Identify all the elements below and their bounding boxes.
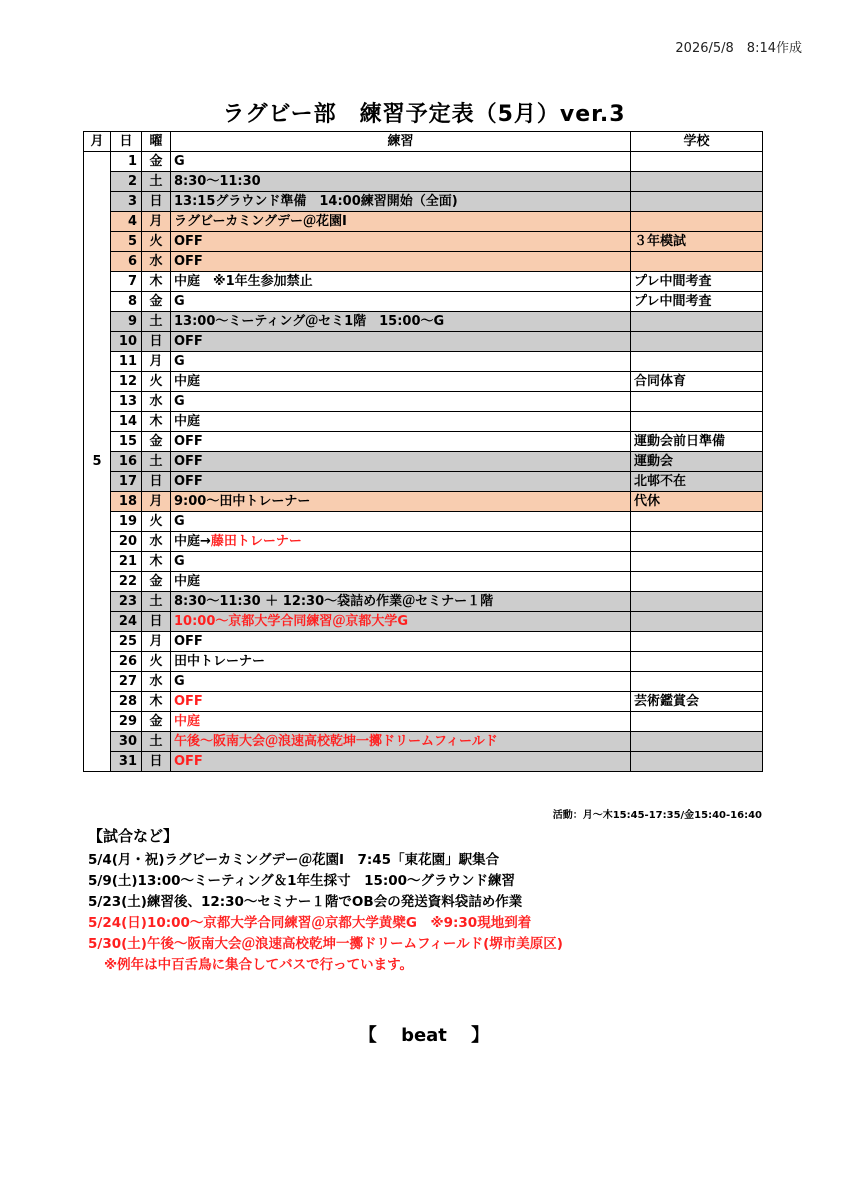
header-school: 学校: [631, 132, 763, 152]
weekday-cell: 金: [142, 572, 171, 592]
weekday-cell: 水: [142, 392, 171, 412]
school-cell: [631, 192, 763, 212]
header-day: 日: [111, 132, 142, 152]
practice-text: 田中トレーナー: [174, 654, 266, 669]
weekday-cell: 水: [142, 532, 171, 552]
table-row: [84, 492, 763, 512]
practice-cell: [171, 452, 631, 472]
school-cell: 代休: [631, 492, 763, 512]
day-cell: 16: [111, 452, 142, 472]
practice-cell: [171, 152, 631, 172]
header-weekday: 曜: [142, 132, 171, 152]
practice-text: OFF: [174, 434, 203, 449]
practice-text: OFF: [174, 234, 203, 249]
day-cell: 19: [111, 512, 142, 532]
table-row: [84, 172, 763, 192]
day-cell: 3: [111, 192, 142, 212]
practice-text-highlight: 藤田トレーナー: [210, 534, 302, 549]
table-row: [84, 152, 763, 172]
school-cell: 運動会: [631, 452, 763, 472]
practice-text: G: [174, 554, 185, 569]
weekday-cell: 木: [142, 692, 171, 712]
match-line: 5/24(日)10:00～京都大学合同練習＠京都大学黄檗G ※9:30現地到着: [88, 915, 532, 931]
practice-cell: [171, 312, 631, 332]
table-row: [84, 612, 763, 632]
day-cell: 15: [111, 432, 142, 452]
practice-text-highlight: 10:00～京都大学合同練習＠京都大学G: [174, 614, 409, 629]
table-row: [84, 732, 763, 752]
weekday-cell: 金: [142, 712, 171, 732]
day-cell: 28: [111, 692, 142, 712]
day-cell: 8: [111, 292, 142, 312]
school-cell: [631, 652, 763, 672]
day-cell: 22: [111, 572, 142, 592]
practice-text-highlight: OFF: [174, 754, 203, 769]
table-row: [84, 292, 763, 312]
day-cell: 30: [111, 732, 142, 752]
school-cell: [631, 712, 763, 732]
school-cell: [631, 612, 763, 632]
practice-text: 8:30～11:30: [174, 174, 261, 189]
weekday-cell: 水: [142, 672, 171, 692]
schedule-body: [84, 152, 763, 772]
practice-text: G: [174, 354, 185, 369]
table-row: [84, 472, 763, 492]
day-cell: 24: [111, 612, 142, 632]
practice-cell: [171, 552, 631, 572]
day-cell: 12: [111, 372, 142, 392]
matches-list: [88, 850, 563, 976]
table-row: [84, 512, 763, 532]
table-row: [84, 252, 763, 272]
school-cell: プレ中間考査: [631, 292, 763, 312]
practice-cell: [171, 592, 631, 612]
practice-cell: [171, 612, 631, 632]
table-row: [84, 712, 763, 732]
school-cell: 合同体育: [631, 372, 763, 392]
table-row: [84, 272, 763, 292]
day-cell: 7: [111, 272, 142, 292]
school-cell: [631, 212, 763, 232]
table-row: [84, 332, 763, 352]
practice-text: 8:30～11:30 ＋ 12:30～袋詰め作業＠セミナー１階: [174, 594, 494, 609]
day-cell: 5: [111, 232, 142, 252]
day-cell: 14: [111, 412, 142, 432]
practice-text: 中庭 ※1年生参加禁止: [174, 274, 313, 289]
weekday-cell: 木: [142, 412, 171, 432]
weekday-cell: 土: [142, 452, 171, 472]
weekday-cell: 土: [142, 592, 171, 612]
school-cell: [631, 592, 763, 612]
day-cell: 21: [111, 552, 142, 572]
practice-text: 13:15グラウンド準備 14:00練習開始（全面): [174, 194, 458, 209]
practice-text: G: [174, 674, 185, 689]
weekday-cell: 火: [142, 652, 171, 672]
practice-text: OFF: [174, 334, 203, 349]
table-row: [84, 412, 763, 432]
day-cell: 26: [111, 652, 142, 672]
weekday-cell: 日: [142, 332, 171, 352]
practice-cell: [171, 192, 631, 212]
practice-cell: [171, 372, 631, 392]
day-cell: 29: [111, 712, 142, 732]
practice-text: 中庭→: [174, 534, 211, 549]
weekday-cell: 金: [142, 292, 171, 312]
table-row: [84, 572, 763, 592]
practice-cell: [171, 692, 631, 712]
school-cell: 北邨不在: [631, 472, 763, 492]
practice-cell: [171, 512, 631, 532]
day-cell: 25: [111, 632, 142, 652]
school-cell: [631, 152, 763, 172]
practice-cell: [171, 292, 631, 312]
day-cell: 11: [111, 352, 142, 372]
match-line: 5/23(土)練習後、12:30～セミナー１階でOB会の発送資料袋詰め作業: [88, 894, 523, 910]
day-cell: 6: [111, 252, 142, 272]
weekday-cell: 木: [142, 272, 171, 292]
table-row: [84, 652, 763, 672]
table-row: [84, 372, 763, 392]
school-cell: [631, 252, 763, 272]
practice-cell: [171, 272, 631, 292]
practice-cell: [171, 392, 631, 412]
activity-hours: 活動：月～木15:45-17:35/金15:40-16:40: [552, 810, 762, 821]
weekday-cell: 月: [142, 352, 171, 372]
weekday-cell: 火: [142, 232, 171, 252]
practice-text: G: [174, 294, 185, 309]
matches-heading: 【試合など】: [88, 827, 179, 845]
practice-text-highlight: 中庭: [174, 714, 201, 729]
day-cell: 9: [111, 312, 142, 332]
practice-text: OFF: [174, 454, 203, 469]
page-title: ラグビー部 練習予定表（5月）ver.3: [222, 102, 626, 127]
weekday-cell: 土: [142, 172, 171, 192]
school-cell: ３年模試: [631, 232, 763, 252]
table-row: [84, 552, 763, 572]
header-month: 月: [84, 132, 111, 152]
school-cell: [631, 532, 763, 552]
table-row: [84, 752, 763, 772]
practice-cell: [171, 752, 631, 772]
day-cell: 2: [111, 172, 142, 192]
practice-cell: [171, 572, 631, 592]
month-cell: 5: [84, 152, 111, 772]
practice-cell: [171, 492, 631, 512]
day-cell: 13: [111, 392, 142, 412]
practice-cell: [171, 252, 631, 272]
weekday-cell: 土: [142, 732, 171, 752]
school-cell: [631, 332, 763, 352]
practice-text: 中庭: [174, 414, 201, 429]
practice-text: OFF: [174, 254, 203, 269]
day-cell: 20: [111, 532, 142, 552]
practice-cell: [171, 712, 631, 732]
practice-cell: [171, 212, 631, 232]
practice-cell: [171, 532, 631, 552]
table-row: [84, 692, 763, 712]
table-row: [84, 432, 763, 452]
practice-text: 9:00～田中トレーナー: [174, 494, 311, 509]
school-cell: プレ中間考査: [631, 272, 763, 292]
day-cell: 23: [111, 592, 142, 612]
school-cell: [631, 312, 763, 332]
practice-cell: [171, 332, 631, 352]
table-row: [84, 212, 763, 232]
weekday-cell: 月: [142, 492, 171, 512]
weekday-cell: 火: [142, 372, 171, 392]
table-row: [84, 592, 763, 612]
school-cell: [631, 632, 763, 652]
school-cell: [631, 752, 763, 772]
table-row: [84, 392, 763, 412]
match-line: ※例年は中百舌鳥に集合してバスで行っています。: [104, 957, 414, 973]
practice-text: G: [174, 514, 185, 529]
school-cell: [631, 412, 763, 432]
weekday-cell: 木: [142, 552, 171, 572]
practice-cell: [171, 232, 631, 252]
weekday-cell: 水: [142, 252, 171, 272]
school-cell: [631, 172, 763, 192]
day-cell: 17: [111, 472, 142, 492]
weekday-cell: 日: [142, 752, 171, 772]
practice-cell: [171, 672, 631, 692]
table-row: [84, 232, 763, 252]
practice-text: OFF: [174, 634, 203, 649]
weekday-cell: 日: [142, 192, 171, 212]
table-header-row: [84, 132, 763, 152]
school-cell: [631, 512, 763, 532]
table-row: [84, 672, 763, 692]
day-cell: 1: [111, 152, 142, 172]
day-cell: 10: [111, 332, 142, 352]
practice-text-highlight: 午後～阪南大会＠浪速高校乾坤一擲ドリームフィールド: [174, 734, 498, 749]
practice-cell: [171, 652, 631, 672]
practice-cell: [171, 352, 631, 372]
match-line: 5/30(土)午後～阪南大会＠浪速高校乾坤一擲ドリームフィールド(堺市美原区): [88, 936, 563, 952]
match-line: 5/4(月・祝)ラグビーカミングデー＠花園Ⅰ 7:45「東花園」駅集合: [88, 852, 500, 868]
school-cell: [631, 392, 763, 412]
schedule-table: [83, 131, 763, 772]
practice-text: G: [174, 154, 185, 169]
matches-section: [88, 825, 563, 976]
school-cell: [631, 732, 763, 752]
practice-text: OFF: [174, 474, 203, 489]
practice-cell: [171, 472, 631, 492]
practice-cell: [171, 412, 631, 432]
weekday-cell: 日: [142, 612, 171, 632]
weekday-cell: 金: [142, 432, 171, 452]
practice-cell: [171, 732, 631, 752]
day-cell: 4: [111, 212, 142, 232]
school-cell: 運動会前日準備: [631, 432, 763, 452]
weekday-cell: 日: [142, 472, 171, 492]
practice-text: G: [174, 394, 185, 409]
day-cell: 31: [111, 752, 142, 772]
school-cell: [631, 672, 763, 692]
table-row: [84, 352, 763, 372]
practice-text: 13:00～ミーティング＠セミ1階 15:00～G: [174, 314, 445, 329]
table-row: [84, 312, 763, 332]
school-cell: [631, 352, 763, 372]
created-timestamp: 2026/5/8 8:14作成: [675, 41, 802, 56]
practice-cell: [171, 432, 631, 452]
school-cell: [631, 552, 763, 572]
day-cell: 18: [111, 492, 142, 512]
weekday-cell: 土: [142, 312, 171, 332]
footer-label: 【 beat 】: [358, 1025, 490, 1046]
header-practice: 練習: [171, 132, 631, 152]
practice-text: 中庭: [174, 574, 201, 589]
table-row: [84, 452, 763, 472]
practice-text-highlight: OFF: [174, 694, 203, 709]
school-cell: [631, 572, 763, 592]
table-row: [84, 632, 763, 652]
weekday-cell: 月: [142, 212, 171, 232]
practice-text: 中庭: [174, 374, 201, 389]
day-cell: 27: [111, 672, 142, 692]
weekday-cell: 金: [142, 152, 171, 172]
weekday-cell: 月: [142, 632, 171, 652]
match-line: 5/9(土)13:00～ミーティング＆1年生採寸 15:00～グラウンド練習: [88, 873, 516, 889]
practice-text: ラグビーカミングデー＠花園Ⅰ: [174, 214, 347, 229]
table-row: [84, 532, 763, 552]
weekday-cell: 火: [142, 512, 171, 532]
practice-cell: [171, 172, 631, 192]
practice-cell: [171, 632, 631, 652]
school-cell: 芸術鑑賞会: [631, 692, 763, 712]
table-row: [84, 192, 763, 212]
